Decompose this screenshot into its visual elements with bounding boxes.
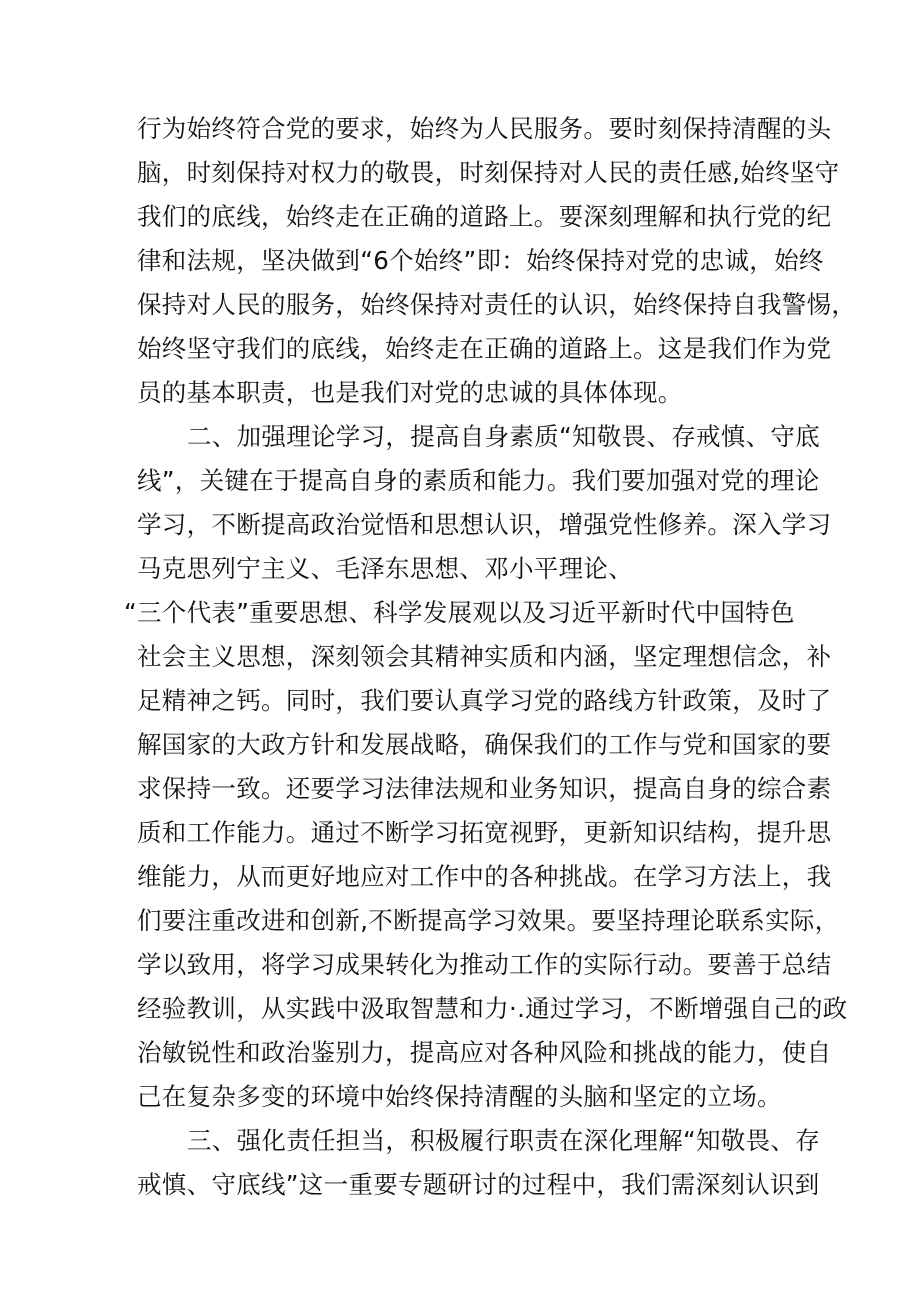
text-line: 保持对人民的服务，始终保持对责任的认识，始终保持自我警惕， <box>137 290 857 319</box>
text-line: 社会主义思想，深刻领会其精神实质和内涵，坚定理想信念，补 <box>137 642 832 671</box>
text-line: 己在复杂多变的环境中始终保持清醒的头脑和坚定的立场。 <box>137 1082 782 1111</box>
section-heading: 三、强化责任担当，积极履行职责在深化理解“知敬畏、存 <box>187 1126 820 1155</box>
text-line: 学以致用，将学习成果转化为推动工作的实际行动。要善于总结 <box>137 950 832 979</box>
text-line: 马克思列宁主义、毛泽东思想、邓小平理论、 <box>137 554 633 583</box>
text-line: 求保持一致。还要学习法律法规和业务知识，提高自身的综合素 <box>137 774 832 803</box>
text-line: 我们的底线，始终走在正确的道路上。要深刻理解和执行党的纪 <box>137 202 832 231</box>
text-line: 员的基本职责，也是我们对党的忠诚的具体体现。 <box>137 378 683 407</box>
text-line: “三个代表”重要思想、科学发展观以及习近平新时代中国特色 <box>124 598 795 627</box>
text-line: 维能力，从而更好地应对工作中的各种挑战。在学习方法上，我 <box>137 862 832 891</box>
text-line: 始终坚守我们的底线，始终走在正确的道路上。这是我们作为党 <box>137 334 832 363</box>
text-line: 行为始终符合党的要求，始终为人民服务。要时刻保持清醒的头 <box>137 114 832 143</box>
text-line: 解国家的大政方针和发展战略，确保我们的工作与党和国家的要 <box>137 730 832 759</box>
text-line: 学习，不断提高政治觉悟和思想认识，增强党性修养。深入学习 <box>137 510 832 539</box>
text-line: 足精神之钙。同时，我们要认真学习党的路线方针政策，及时了 <box>137 686 832 715</box>
text-line: 线”，关键在于提高自身的素质和能力。我们要加强对党的理论 <box>137 466 820 495</box>
text-line: 经验教训，从实践中汲取智慧和力·.通过学习，不断增强自己的政 <box>137 994 848 1023</box>
text-line: 戒慎、守底线”这一重要专题研讨的过程中，我们需深刻认识到 <box>137 1170 820 1199</box>
section-heading: 二、加强理论学习，提高自身素质“知敬畏、存戒慎、守底 <box>187 422 820 451</box>
text-line: 律和法规，坚决做到“6个始终”即：始终保持对党的忠诚，始终 <box>137 246 824 275</box>
text-line: 们要注重改进和创新,不断提高学习效果。要坚持理论联系实际， <box>137 906 840 935</box>
text-line: 质和工作能力。通过不断学习拓宽视野，更新知识结构，提升思 <box>137 818 832 847</box>
text-line: 脑，时刻保持对权力的敬畏，时刻保持对人民的责任感,始终坚守 <box>137 158 840 187</box>
text-line: 治敏锐性和政治鉴别力，提高应对各种风险和挑战的能力，使自 <box>137 1038 832 1067</box>
